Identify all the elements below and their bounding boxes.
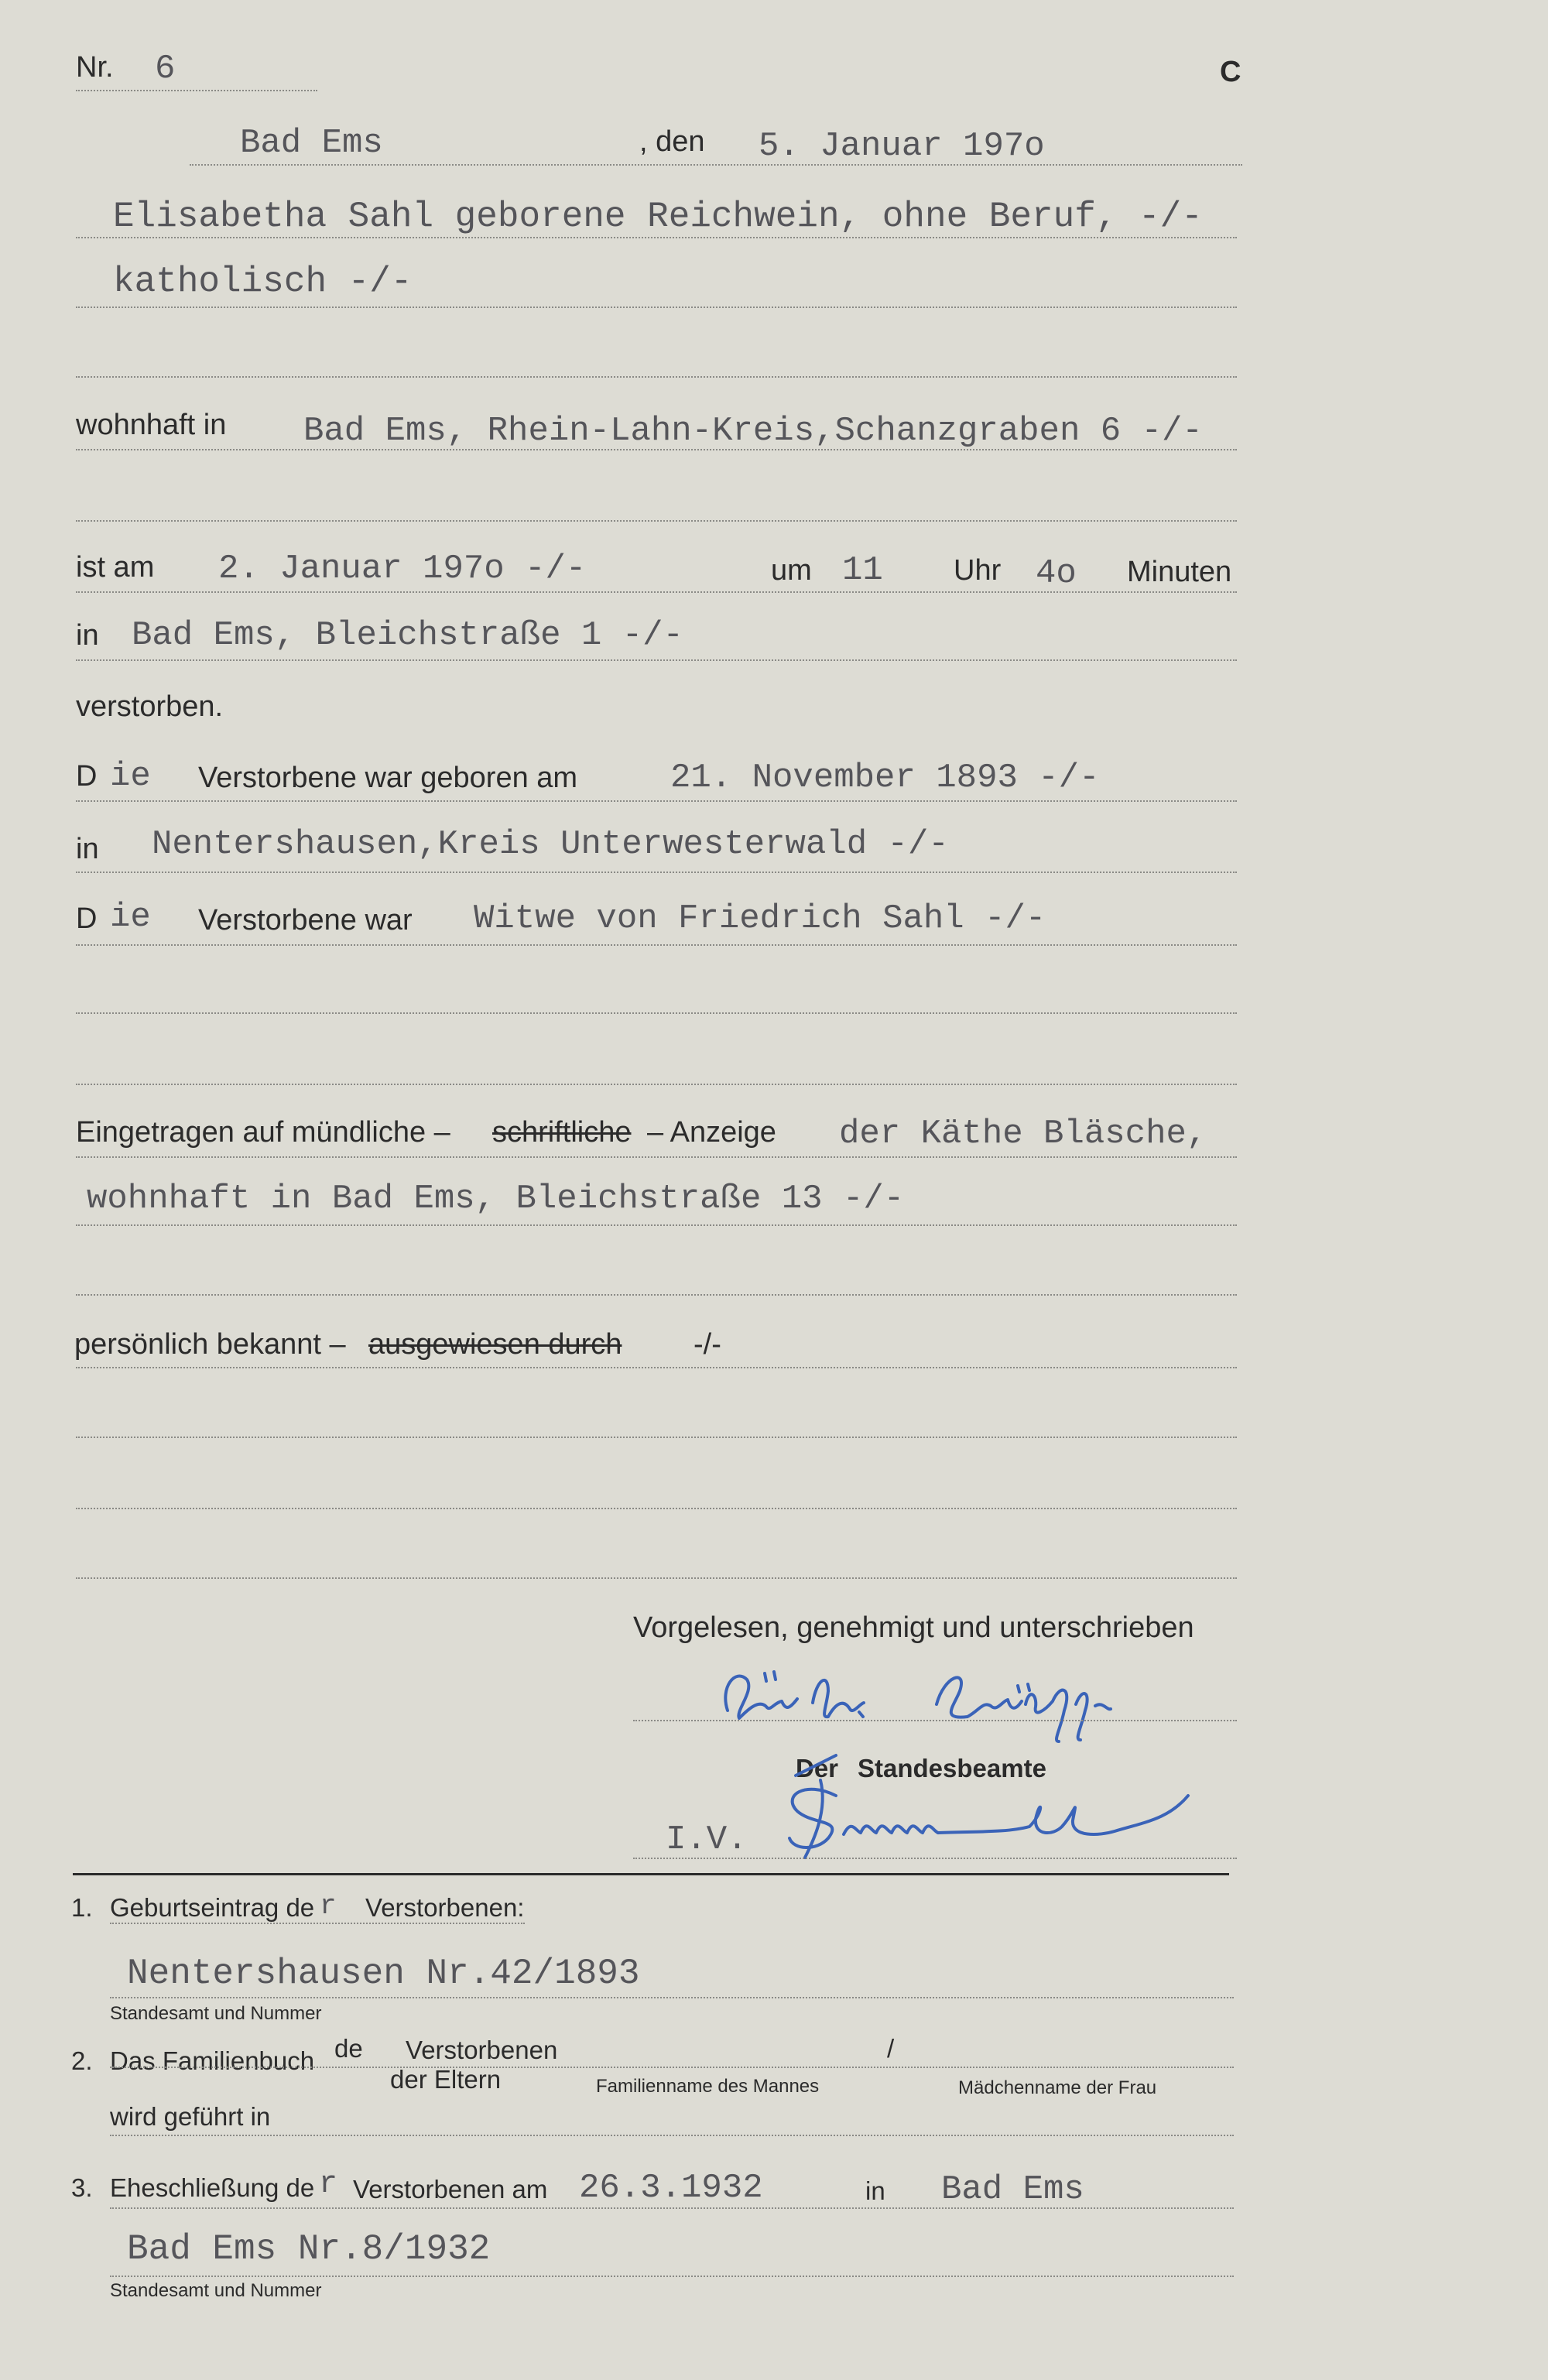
death-hour: 11 [842,551,883,590]
deceased-line2-rule [76,306,1237,308]
deceased-line2: katholisch -/- [113,262,413,302]
blank-rule-1 [76,1437,1237,1438]
note3-place: Bad Ems [941,2170,1084,2209]
note1-label-b: Verstorbenen: [365,1893,525,1922]
death-date: 2. Januar 197o -/- [218,550,587,588]
note2-slash: / [887,2034,895,2063]
note2-rule [110,2067,1234,2068]
death-minutes: 4o [1036,554,1077,593]
note1-label-rule [110,1923,525,1924]
known-rule [76,1367,1237,1368]
iv-label: I.V. [666,1820,748,1859]
registry-date: 5. Januar 197o [759,127,1045,166]
death-date-label: ist am [76,551,155,584]
nr-label: Nr. [76,51,114,84]
birth-die-suffix: ie [110,757,151,796]
note3-label-r: r [319,2167,338,2202]
known-value: -/- [694,1328,721,1361]
note2-caption-wife: Mädchenname der Frau [958,2077,1157,2098]
birth-date: 21. November 1893 -/- [670,759,1100,797]
minuten-label: Minuten [1127,556,1232,588]
informant-line1: der Käthe Bläsche, [839,1115,1207,1153]
death-place-rule [76,659,1237,661]
registration-rule [76,1156,1237,1158]
note2-label2: wird geführt in [110,2102,271,2131]
note2-de: de [334,2034,363,2063]
informant-rule-2 [76,1294,1237,1296]
nr-underline [76,90,317,91]
note3-label-b: Verstorbenen am [353,2175,548,2204]
note3-in: in [865,2176,885,2205]
note3-number: 3. [71,2173,93,2202]
birth-die-prefix: D [76,760,98,793]
marital-rule [76,944,1237,946]
official-struck: Der [796,1754,839,1782]
residence-rule [76,449,1237,450]
marital-value: Witwe von Friedrich Sahl -/- [474,899,1046,938]
uhr-label: Uhr [954,554,1002,587]
marital-die-prefix: D [76,902,98,935]
known-label: persönlich bekannt – [74,1328,346,1361]
note2-label: Das Familienbuch [110,2046,315,2075]
note3-caption: Standesamt und Nummer [110,2280,322,2301]
note2-option-deceased: Verstorbenen [406,2036,558,2064]
registration-label-struck: schriftliche [492,1116,632,1149]
note1-label-r: r [320,1890,337,1922]
date-underline [190,164,1242,166]
marital-rule-2 [76,1012,1237,1014]
blank-rule-2 [76,1508,1237,1509]
blank-rule-3 [76,1577,1237,1579]
residence-label: wohnhaft in [76,409,227,441]
note1-number: 1. [71,1893,93,1922]
registry-place: Bad Ems [240,124,383,163]
deceased-line3-rule [76,376,1237,378]
note3-label-a: Eheschließung de [110,2173,315,2202]
informant-line2: wohnhaft in Bad Ems, Bleichstraße 13 -/- [87,1180,905,1218]
deceased-line1: Elisabetha Sahl geborene Reichwein, ohne Beruf, -/- [113,197,1203,237]
marital-die-suffix: ie [110,898,151,937]
registration-label-b: – Anzeige [647,1116,776,1149]
official-signature [774,1765,1207,1865]
note1-label-a: Geburtseintrag de [110,1893,315,1922]
informant-signature-rule [633,1720,1237,1721]
birth-date-rule [76,800,1237,802]
note3-value-rule [110,2276,1234,2277]
residence-rule-2 [76,520,1237,522]
death-date-rule [76,591,1237,593]
note1-value-rule [110,1997,1234,1998]
death-place: Bad Ems, Bleichstraße 1 -/- [132,616,683,655]
marital-text-label: Verstorbene war [198,904,413,937]
um-label: um [771,554,812,587]
note1-caption: Standesamt und Nummer [110,2003,322,2024]
known-struck: ausgewiesen durch [368,1328,622,1361]
birth-place-rule [76,872,1237,873]
note2-caption-husband: Familienname des Mannes [596,2076,820,2097]
official-label: Standesbeamte [858,1754,1046,1782]
residence-value: Bad Ems, Rhein-Lahn-Kreis,Schanzgraben 6 -/- [303,412,1203,450]
deceased-line1-rule [76,237,1237,238]
birth-text-label: Verstorbene war geboren am [198,762,578,794]
note1-value: Nentershausen Nr.42/1893 [127,1954,640,1994]
marital-rule-3 [76,1084,1237,1085]
note2-rule-2 [110,2135,1234,2136]
official-signature-rule [633,1858,1237,1859]
informant-rule [76,1224,1237,1226]
informant-signature [712,1656,1207,1749]
note2-number: 2. [71,2046,93,2075]
death-place-label: in [76,619,99,652]
note2-option-parents: der Eltern [390,2065,502,2094]
date-label: , den [639,125,705,158]
note3-date: 26.3.1932 [579,2169,763,2207]
section-divider [73,1873,1229,1875]
corner-letter: C [1220,56,1241,88]
birth-place-label: in [76,833,99,865]
birth-place: Nentershausen,Kreis Unterwesterwald -/- [152,825,949,864]
note3-rule [110,2207,1234,2209]
registration-label-a: Eingetragen auf mündliche – [76,1116,450,1149]
nr-value: 6 [155,50,176,88]
note3-value: Bad Ems Nr.8/1932 [127,2229,491,2269]
read-approved-label: Vorgelesen, genehmigt und unterschrieben [633,1611,1194,1644]
verstorben-label: verstorben. [76,690,224,723]
